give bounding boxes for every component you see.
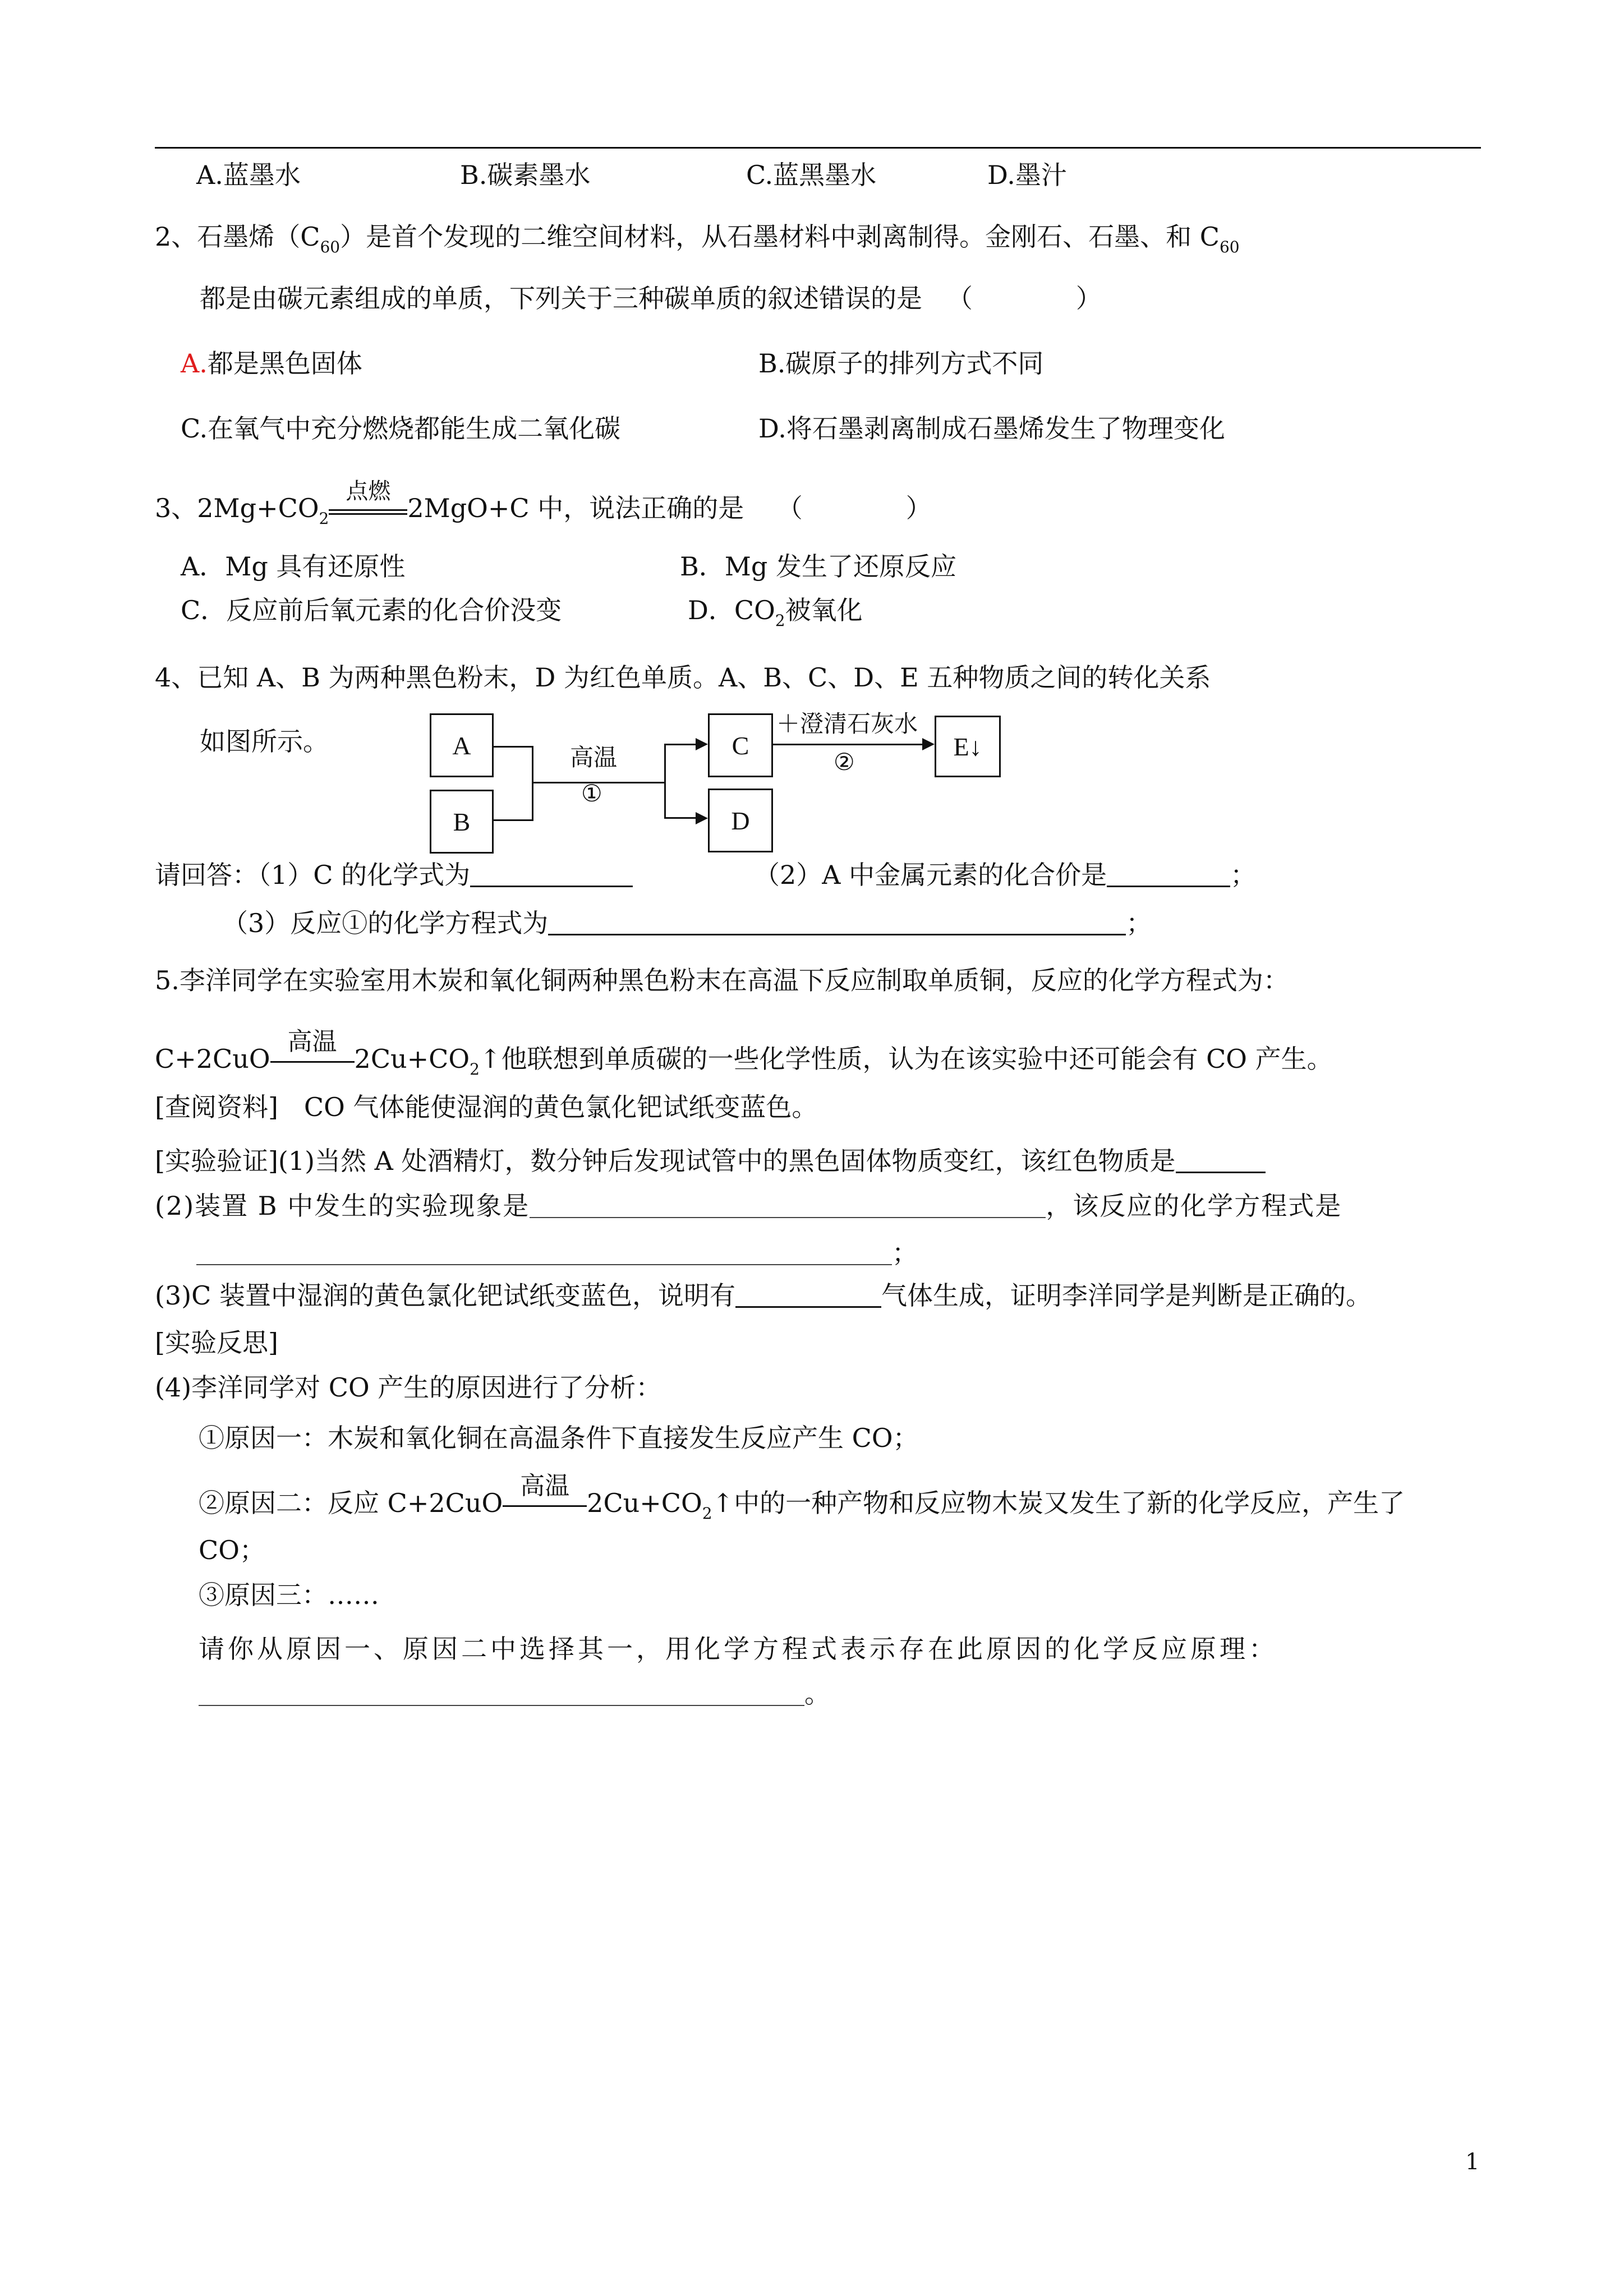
q2-option-b: B.碳原子的排列方式不同 — [758, 348, 1044, 379]
q4-answer-1: 请回答：（1）C 的化学式为 — [155, 858, 633, 892]
q2-option-a: A.都是黑色固体 — [181, 348, 362, 379]
q5-line1: 5.李洋同学在实验室用木炭和氧化铜两种黑色粉末在高温下反应制取单质铜，反应的化学方程式为： — [155, 965, 1289, 995]
box-a: A — [430, 713, 494, 777]
q5-eq-condition: 高温 — [287, 1027, 337, 1056]
q5-reason-2: ②原因二：反应 C+2CuO 高温 $2Cu+CO_2↑$中的一种产物和反应物木炭又发生了新的化学反应，产生了 — [199, 1472, 1405, 1523]
label-circle-1: ① — [581, 780, 602, 807]
q3-condition: 点燃 — [346, 478, 391, 504]
q5-blank-1[interactable] — [1176, 1147, 1266, 1173]
box-d: D — [708, 789, 773, 852]
q1-option-d: D.墨汁 — [987, 160, 1067, 190]
label-circle-2: ② — [834, 748, 855, 776]
q3-stem: 3、$2Mg+CO_2$ 点燃 2MgO+C 中，说法正确的是 （ ） — [155, 478, 932, 528]
q4-blank-1[interactable] — [470, 861, 633, 887]
q4-blank-3[interactable] — [548, 909, 1126, 935]
q3-option-c: C．反应前后氧元素的化合价没变 — [181, 595, 562, 625]
box-c: C — [708, 713, 773, 777]
label-gaowen: 高温 — [570, 744, 618, 771]
q4-line1: 4、已知 A、B 为两种黑色粉末，D 为红色单质。A、B、C、D、E 五种物质之间的转化关系 — [155, 662, 1211, 693]
q4-blank-2[interactable] — [1107, 861, 1230, 887]
q4-answer-3: （3）反应①的化学方程式为 ； — [222, 908, 1152, 938]
q3-option-a: A．Mg 具有还原性 — [181, 551, 406, 582]
q3-option-b: B．Mg 发生了还原反应 — [680, 551, 956, 582]
q5-reflect: [实验反思] — [155, 1327, 278, 1358]
q4-line2: 如图所示。 — [200, 726, 329, 757]
header-rule — [155, 147, 1481, 149]
q5-blank-5[interactable] — [199, 1680, 804, 1706]
q2-line1: 2、石墨烯$(C_{60})$是首个发现的二维空间材料，从石墨材料中剥离制得。金刚石、石墨、和 $C_{60}$ — [155, 222, 1240, 256]
q5-verify-2-cont: ； — [196, 1236, 918, 1270]
q5-answer-line: 。 — [199, 1677, 830, 1711]
q5-analysis: (4)李洋同学对 CO 产生的原因进行了分析： — [155, 1372, 662, 1403]
q4-answer-2: （2）A 中金属元素的化合价是 ； — [754, 860, 1257, 890]
q1-option-b: B.碳素墨水 — [460, 160, 591, 190]
label-lime-water: ＋澄清石灰水 — [776, 710, 918, 737]
q5-ask: 请你从原因一、原因二中选择其一，用化学方程式表示存在此原因的化学反应原理： — [199, 1634, 1278, 1664]
q2-option-c: C.在氧气中充分燃烧都能生成二氧化碳 — [181, 413, 621, 444]
q5-reason-1: ①原因一：木炭和氧化铜在高温条件下直接发生反应产生 CO； — [199, 1423, 919, 1453]
q5-blank-3[interactable] — [196, 1239, 892, 1265]
box-b: B — [430, 790, 494, 854]
q2-option-d: D.将石墨剥离制成石墨烯发生了物理变化 — [758, 413, 1225, 444]
arrow-to-c-icon — [696, 738, 708, 750]
q2-line2: 都是由碳元素组成的单质，下列关于三种碳单质的叙述错误的是 （ ） — [200, 283, 1102, 313]
q5-reference: [查阅资料] CO 气体能使湿润的黄色氯化钯试纸变蓝色。 — [155, 1092, 818, 1122]
q5-equation: C+2CuO 高温 $2Cu+CO_2↑$他联想到单质碳的一些化学性质，认为在该实验中还可能会有 CO 产生。 — [155, 1027, 1333, 1078]
q5-reason-3: ③原因三：…… — [199, 1580, 379, 1610]
arrow-to-e-icon — [922, 738, 935, 750]
q5-reason-2-cont: CO； — [199, 1535, 265, 1565]
q5-blank-2[interactable] — [530, 1192, 1046, 1218]
q1-option-c: C.蓝黑墨水 — [746, 160, 877, 190]
box-e: E↓ — [935, 716, 1001, 777]
arrow-to-d-icon — [696, 812, 708, 824]
q5-verify-2: (2)装置 B 中发生的实验现象是 ，该反应的化学方程式是 — [155, 1191, 1342, 1221]
page-number: 1 — [1465, 2149, 1480, 2175]
q5-verify-3: (3)C 装置中湿润的黄色氯化钯试纸变蓝色，说明有 气体生成，证明李洋同学是判断是正确的。 — [155, 1280, 1372, 1311]
q1-option-a: A.蓝墨水 — [196, 160, 301, 190]
q5-verify-1: [实验验证](1)当然 A 处酒精灯，数分钟后发现试管中的黑色固体物质变红，该红色物质是 — [155, 1144, 1266, 1178]
q3-option-d: D．$CO_2$被氧化 — [688, 595, 863, 630]
q5-blank-4[interactable] — [735, 1281, 881, 1308]
